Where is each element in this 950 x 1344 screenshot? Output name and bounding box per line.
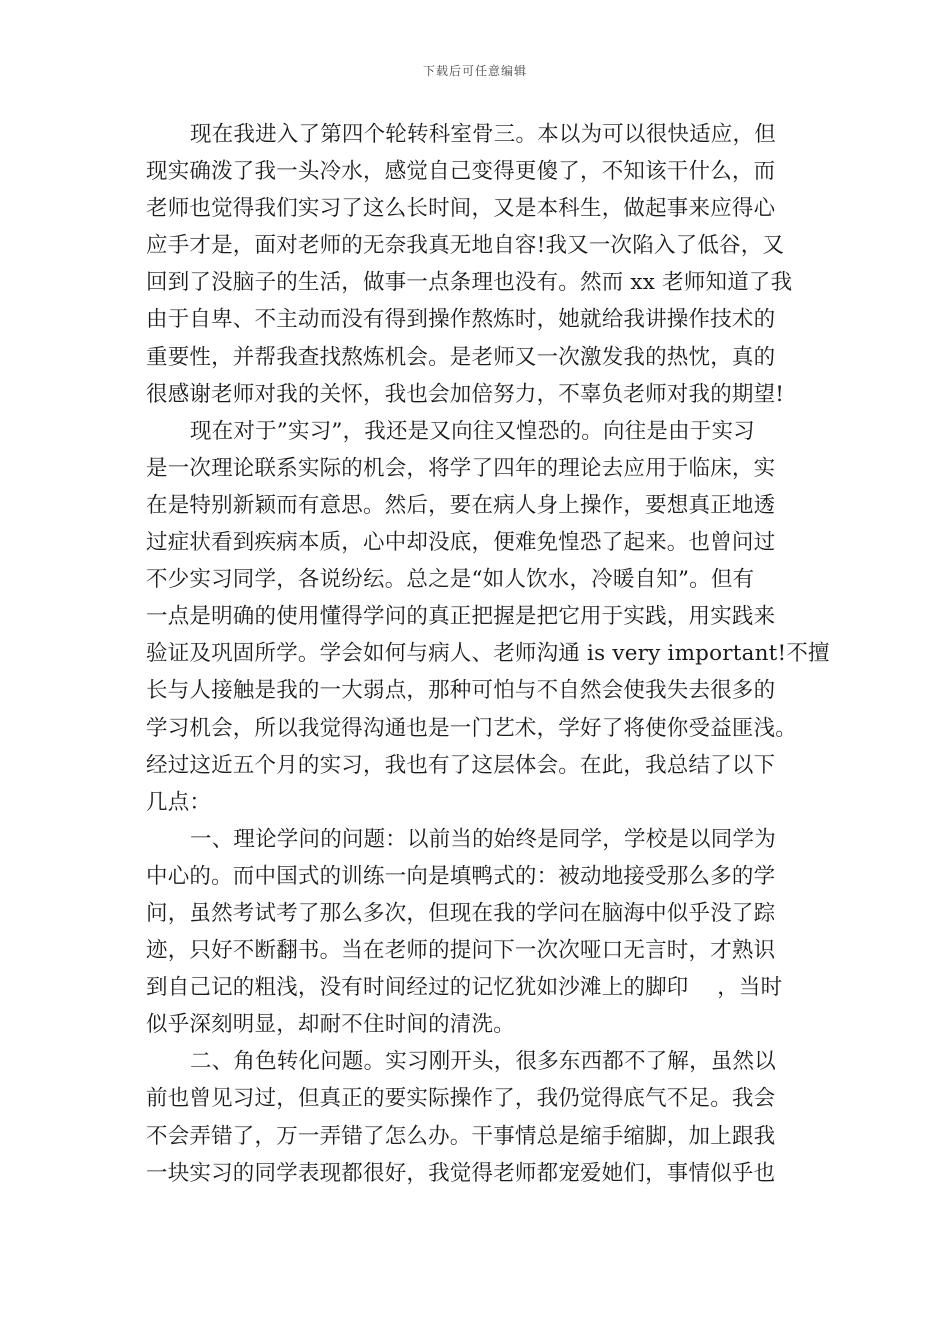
text-line: 由于自卑、不主动而没有得到操作熬炼时，她就给我讲操作技术的 — [146, 307, 776, 333]
text-line: 现在对于”实习”，我还是又向往又惶恐的。向往是由于实习 — [190, 418, 755, 444]
text-line: 重要性，并帮我查找熬炼机会。是老师又一次激发我的热忱，真的 — [146, 344, 776, 370]
paragraph-2 — [146, 413, 830, 821]
document-body — [146, 116, 830, 1192]
paragraph-3 — [146, 821, 810, 1044]
text-line: 似乎深刻明显，却耐不住时间的清洗。 — [146, 1012, 515, 1038]
text-line: 中心的。而中国式的训练一向是填鸭式的：被动地接受那么多的学 — [146, 863, 776, 889]
text-line: 不少实习同学，各说纷纭。总之是“如人饮水，冷暖自知”。但有 — [146, 567, 755, 593]
text-line: 很感谢老师对我的关怀，我也会加倍努力，不辜负老师对我的期望! — [146, 381, 785, 407]
text-line: 学习机会，所以我觉得沟通也是一门艺术，学好了将使你受益匪浅。 — [146, 715, 798, 741]
text-line: 是一次理论联系实际的机会，将学了四年的理论去应用于临床，实 — [146, 455, 776, 481]
text-line: 在是特别新颖而有意思。然后，要在病人身上操作，要想真正地透 — [146, 492, 776, 518]
text-line: 一块实习的同学表现都很好，我觉得老师都宠爱她们，事情似乎也 — [146, 1160, 776, 1186]
text-line: 不会弄错了，万一弄错了怎么办。干事情总是缩手缩脚，加上跟我 — [146, 1123, 776, 1149]
text-line: 前也曾见习过，但真正的要实际操作了，我仍觉得底气不足。我会 — [146, 1086, 776, 1112]
text-line: 应手才是，面对老师的无奈我真无地自容!我又一次陷入了低谷，又 — [146, 233, 785, 259]
paragraph-1 — [146, 116, 810, 413]
text-line: 老师也觉得我们实习了这么长时间，又是本科生，做起事来应得心 — [146, 196, 776, 222]
text-line: 回到了没脑子的生活，做事一点条理也没有。然而 xx 老师知道了我 — [146, 270, 793, 296]
text-line: 迹，只好不断翻书。当在老师的提问下一次次哑口无言时，才熟识 — [146, 938, 776, 964]
text-line: 现实确泼了我一头冷水，感觉自己变得更傻了，不知该干什么，而 — [146, 159, 776, 185]
text-line: 问，虽然考试考了那么多次，但现在我的学问在脑海中似乎没了踪 — [146, 900, 776, 926]
text-line: 一点是明确的使用懂得学问的真正把握是把它用于实践，用实践来 — [146, 604, 776, 630]
text-line: 过症状看到疾病本质，心中却没底，便难免惶恐了起来。也曾问过 — [146, 530, 776, 556]
text-line: 几点： — [146, 789, 212, 815]
text-line: 到自己记的粗浅，没有时间经过的记忆犹如沙滩上的脚印 ，当时 — [146, 975, 783, 1001]
text-line: 二、角色转化问题。实习刚开头，很多东西都不了解，虽然以 — [190, 1049, 776, 1075]
page-header: 下载后可任意编辑 — [422, 64, 527, 78]
text-line: 一、理论学问的问题：以前当的始终是同学，学校是以同学为 — [190, 826, 776, 852]
text-line: 长与人接触是我的一大弱点，那种可怕与不自然会使我失去很多的 — [146, 678, 776, 704]
text-line: 现在我进入了第四个轮转科室骨三。本以为可以很快适应，但 — [190, 122, 776, 147]
text-line: 经过这近五个月的实习，我也有了这层体会。在此，我总结了以下 — [146, 752, 776, 778]
text-line: 验证及巩固所学。学会如何与病人、老师沟通 is very important!不擅 — [146, 641, 830, 667]
paragraph-4 — [146, 1043, 810, 1191]
